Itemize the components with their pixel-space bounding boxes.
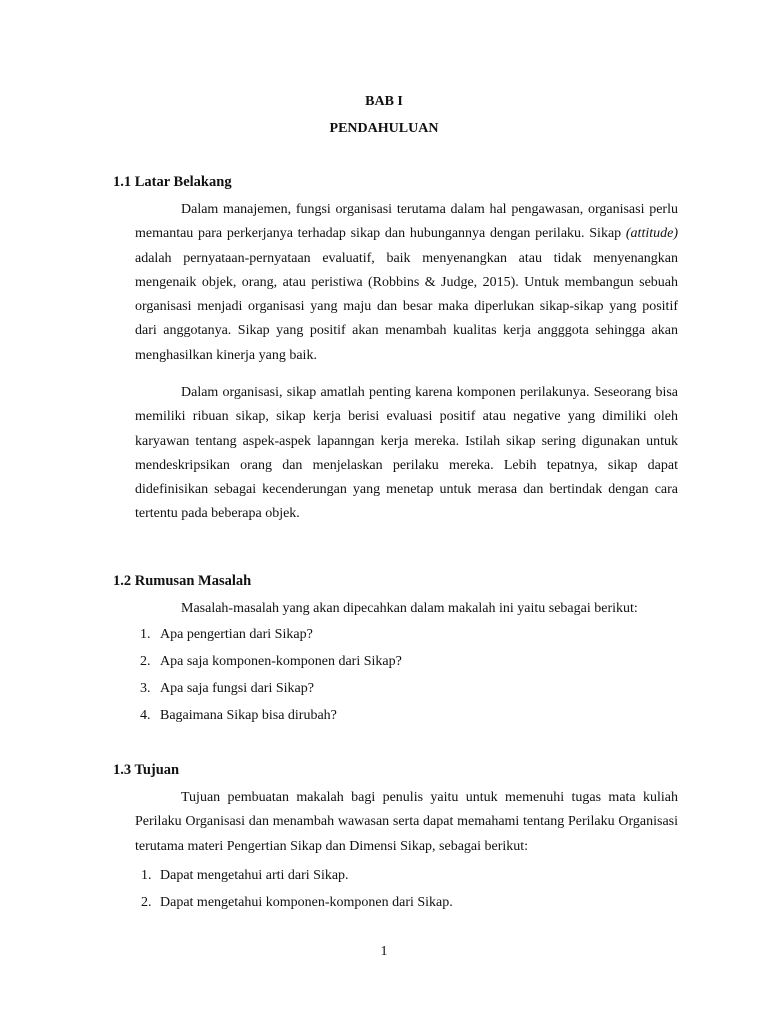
paragraph-text: Dalam manajemen, fungsi organisasi terutama dalam hal pengawasan, organisasi perlu memantau para perkerjanya terhadap sikap dan hubungannya dengan perilaku. Sikap (135, 202, 678, 242)
chapter-title: PENDAHULUAN (329, 121, 439, 136)
list-number: 2. (140, 653, 151, 669)
list-number: 2. (141, 894, 152, 910)
section-heading-background: 1.1 Latar Belakang (113, 174, 232, 190)
purpose-intro: Tujuan pembuatan makalah bagi penulis yaitu untuk memenuhi tugas mata kuliah Perilaku Organisasi dan menambah wawasan serta dapat memahami tentang Perilaku Organisasi terutama materi Pengertian Sikap dan Dimensi Sikap, sebagai berikut: (135, 790, 678, 854)
list-text: Bagaimana Sikap bisa dirubah? (160, 707, 337, 723)
list-item (135, 866, 453, 893)
list-number: 4. (140, 707, 151, 723)
list-number: 1. (141, 868, 152, 883)
background-paragraph-1 (135, 198, 678, 368)
list-number: 3. (140, 680, 151, 696)
background-paragraph-2: Dalam organisasi, sikap amatlah penting karena komponen perilakunya. Seseorang bisa memiliki ribuan sikap, sikap kerja berisi evaluasi positif atau negative yang dimiliki oleh karyawan tentang aspek-aspek lapanngan kerja mereka. Istilah sikap sering digunakan untuk mendeskripsikan orang dan menjelaskan perilaku mereka. Lebih tepatnya, sikap dapat didefinisikan sebagai kecenderungan yang menetap untuk merasa dan bertindak dengan cara tertentu pada beberapa objek. (135, 385, 678, 522)
chapter-label: BAB I (365, 94, 403, 109)
list-text: Dapat mengetahui arti dari Sikap. (160, 868, 349, 883)
list-item (135, 652, 402, 679)
list-item (135, 706, 402, 733)
list-item (135, 625, 402, 652)
problem-intro: Masalah-masalah yang akan dipecahkan dalam makalah ini yaitu sebagai berikut: (181, 601, 638, 616)
list-number: 1. (140, 627, 151, 642)
italic-term: (attitude) (625, 226, 678, 242)
paragraph-text: adalah pernyataan-pernyataan evaluatif, baik menyenangkan atau tidak menyenangkan mengenaik objek, orang, atau peristiwa (Robbins & Judge, 2015). Untuk membangun sebuah organisasi menjadi organisasi yang maju dan besar maka diperlukan sikap-sikap yang positif dari anggotanya. Sikap yang positif akan menambah kualitas kerja angggota sehingga akan menghasilkan kinerja yang baik. (135, 250, 678, 363)
list-item (135, 893, 453, 920)
purpose-list (135, 866, 453, 919)
list-text: Apa saja komponen-komponen dari Sikap? (160, 653, 402, 669)
list-text: Apa saja fungsi dari Sikap? (160, 680, 314, 696)
section-heading-problem: 1.2 Rumusan Masalah (113, 573, 252, 589)
list-text: Apa pengertian dari Sikap? (160, 627, 313, 642)
section-heading-purpose: 1.3 Tujuan (113, 762, 180, 778)
page-number: 1 (380, 944, 388, 959)
list-text: Dapat mengetahui komponen-komponen dari Sikap. (160, 894, 453, 910)
problem-list (135, 625, 402, 733)
list-item (135, 679, 402, 706)
